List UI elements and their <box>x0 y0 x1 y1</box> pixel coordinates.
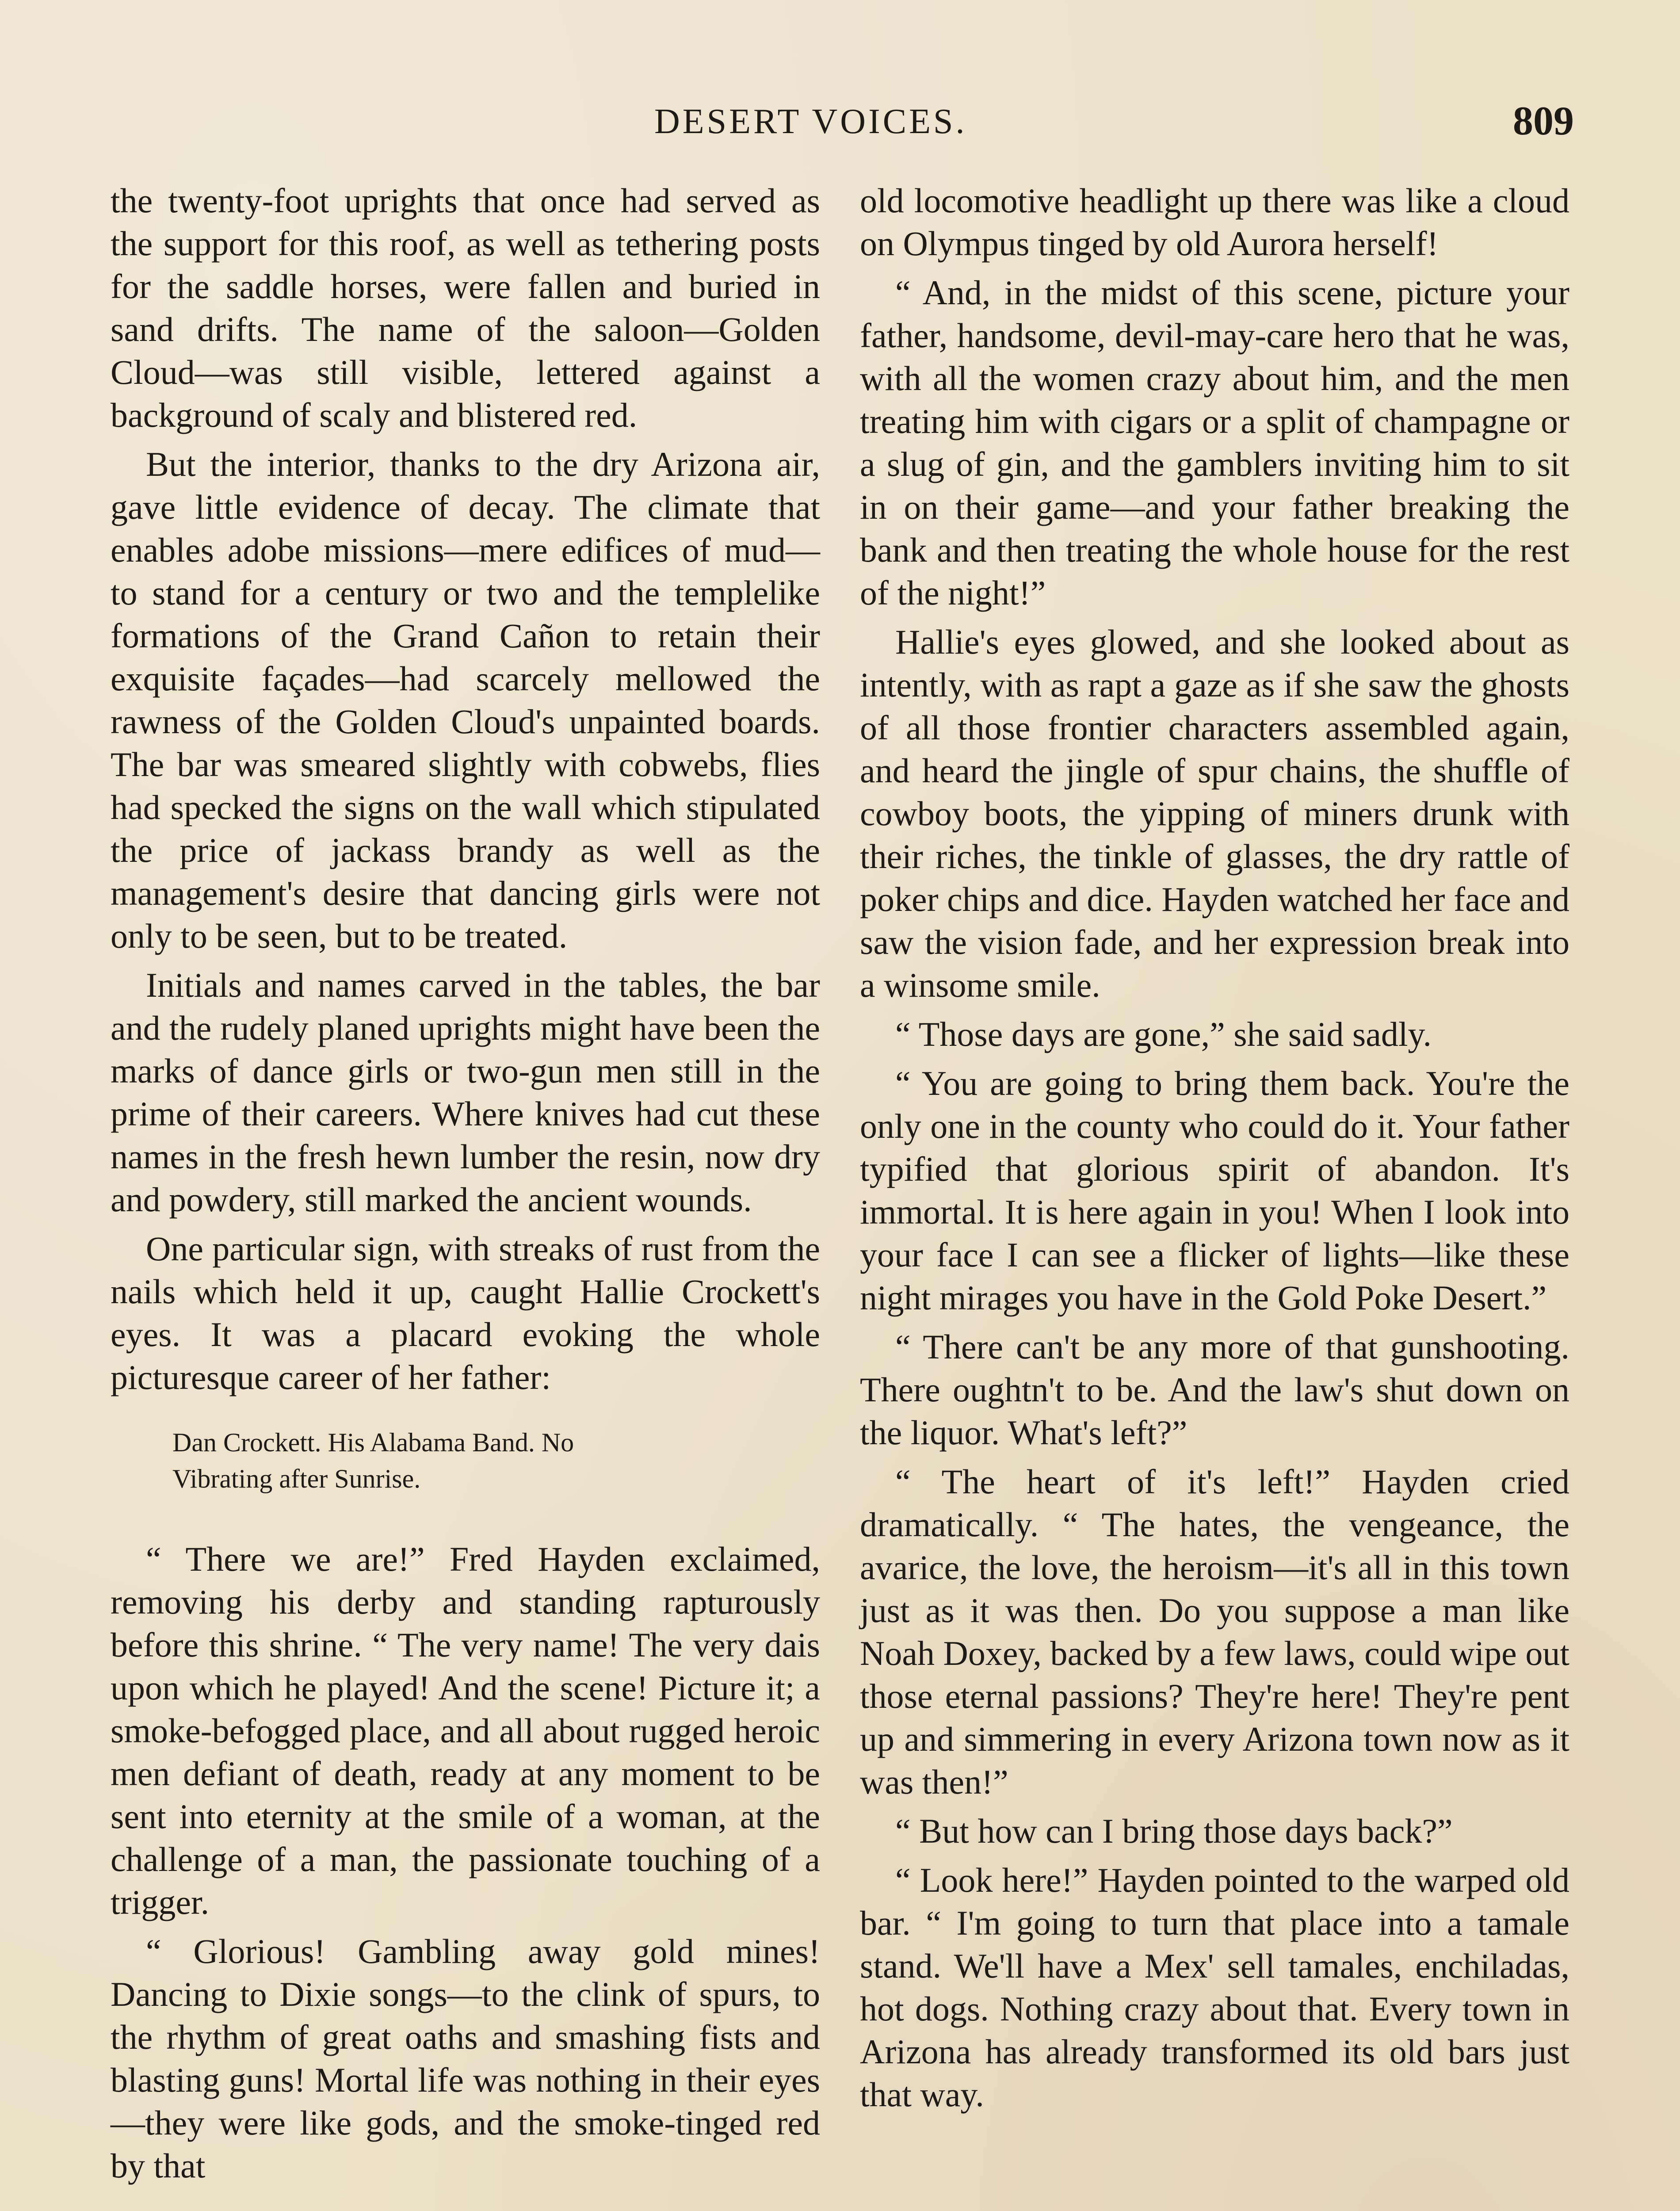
paragraph: “ Glorious! Gambling away gold mines! Dancing to Dixie songs—to the clink of spurs, to the rhythm of great oaths and smashing fists and blasting guns! Mortal life was nothing in their eyes—they were like gods, and the smoke-tinged red by that <box>111 1932 820 2185</box>
running-title: DESERT VOICES. <box>654 102 967 141</box>
paragraph: “ Those days are gone,” she said sadly. <box>895 1015 1432 1053</box>
paragraph: the twenty-foot uprights that once had served as the support for this roof, as well as tethering posts for the saddle horses, were fallen and buried in sand drifts. The name of the saloon—Golden Cloud—was still visible, lettered against a background of scaly and blistered red. <box>111 181 820 434</box>
paragraph: Hallie's eyes glowed, and she looked about as intently, with as rapt a gaze as if she saw the ghosts of all those frontier characters assembled again, and heard the jingle of spur chains, the shuffle of cowboy boots, the yipping of miners drunk with their riches, the tinkle of glasses, the dry rattle of poker chips and dice. Hayden watched her face and saw the vision fade, and her expression break into a winsome smile. <box>860 623 1569 1004</box>
right-column <box>860 179 1569 2116</box>
paragraph: One particular sign, with streaks of rust from the nails which held it up, caught Hallie Crockett's eyes. It was a placard evoking the whole picturesque career of her father: <box>111 1229 820 1396</box>
placard-line: Vibrating after Sunrise. <box>172 1464 421 1493</box>
paragraph: “ But how can I bring those days back?” <box>895 1812 1453 1850</box>
paragraph: Initials and names carved in the tables, the bar and the rudely planed uprights might have been the marks of dance girls or two-gun men still in the prime of their careers. Where knives had cut these names in the fresh hewn lumber the resin, now dry and powdery, still marked the ancient wounds. <box>111 966 820 1219</box>
paragraph: “ The heart of it's left!” Hayden cried dramatically. “ The hates, the vengeance, the avarice, the love, the heroism—it's all in this town just as it was then. Do you suppose a man like Noah Doxey, backed by a few laws, could wipe out those eternal passions? They're here! They're pent up and simmering in every Arizona town now as it was then!” <box>860 1462 1569 1801</box>
paragraph: “ You are going to bring them back. You're the only one in the county who could do it. Your father typified that glorious spirit of abandon. It's immortal. It is here again in you! When I look into your face I can see a flicker of lights—like these night mirages you have in the Gold Poke Desert.” <box>860 1064 1569 1317</box>
paragraph: “ Look here!” Hayden pointed to the warped old bar. “ I'm going to turn that place into a tamale stand. We'll have a Mex' sell tamales, enchiladas, hot dogs. Nothing crazy about that. Every town in Arizona has already transformed its old bars just that way. <box>860 1861 1569 2114</box>
paragraph: But the interior, thanks to the dry Arizona air, gave little evidence of decay. The climate that enables adobe missions—mere edifices of mud—to stand for a century or two and the templelike formations of the Grand Cañon to retain their exquisite façades—had scarcely mellowed the rawness of the Golden Cloud's unpainted boards. The bar was smeared slightly with cobwebs, flies had specked the signs on the wall which stipulated the price of jackass brandy as well as the management's desire that dancing girls were not only to be seen, but to be treated. <box>111 445 820 955</box>
paragraph: “ And, in the midst of this scene, picture your father, handsome, devil-may-care hero that he was, with all the women crazy about him, and the men treating him with cigars or a split of champagne or a slug of gin, and the gamblers inviting him to sit in on their game—and your father breaking the bank and then treating the whole house for the rest of the night!” <box>860 273 1569 612</box>
paragraph: “ There we are!” Fred Hayden exclaimed, removing his derby and standing rapturously before this shrine. “ The very name! The very dais upon which he played! And the scene! Picture it; a smoke-befogged place, and all about rugged heroic men defiant of death, ready at any moment to be sent into eternity at the smile of a woman, at the challenge of a man, the passionate touching of a trigger. <box>111 1540 820 1921</box>
paragraph: “ There can't be any more of that gunshooting. There oughtn't to be. And the law's shut down on the liquor. What's left?” <box>860 1327 1569 1452</box>
paragraph: old locomotive headlight up there was like a cloud on Olympus tinged by old Aurora herself! <box>860 181 1569 263</box>
placard-quote <box>111 1424 820 1497</box>
left-column <box>111 179 820 2187</box>
placard-line: Dan Crockett. His Alabama Band. No <box>172 1428 574 1457</box>
page-number: 809 <box>1513 98 1574 143</box>
